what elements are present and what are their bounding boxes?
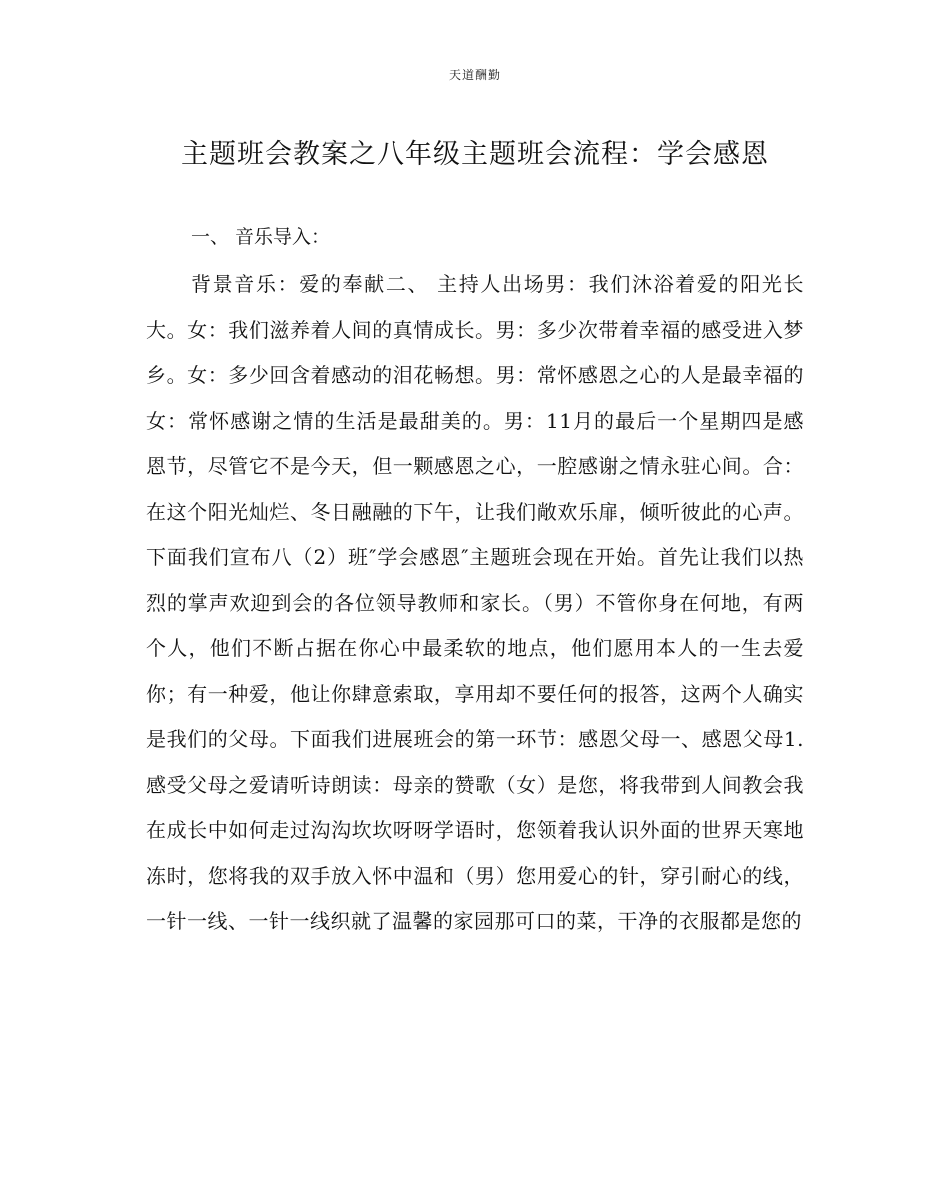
header-mark: 天道酬勤 xyxy=(448,68,501,82)
body-paragraph: 背景音乐：爱的奉献二、 主持人出场男：我们沐浴着爱的阳光长大。女：我们滋养着人间的真情成长。男：多少次带着幸福的感受进入梦乡。女：多少回含着感动的泪花畅想。男：常怀感恩之心的人是最幸福的女：常怀感谢之情的生活是最甜美的。男：11月的最后一个星期四是感恩节，尽管它不是今天，但一颗感恩之心，一腔感谢之情永驻心间。合：在这个阳光灿烂、冬日融融的下午，让我们敞欢乐扉，倾听彼此的心声。下面我们宣布八（2）班″学会感恩″主题班会现在开始。首先让我们以热烈的掌声欢迎到会的各位领导教师和家长。（男）不管你身在何地，有两个人，他们不断占据在你心中最柔软的地点，他们愿用本人的一生去爱你；有一种爱，他让你肆意索取，享用却不要任何的报答，这两个人确实是我们的父母。下面我们进展班会的第一环节：感恩父母一、感恩父母1. 感受父母之爱请听诗朗读：母亲的赞歌（女）是您，将我带到人间教会我在成长中如何走过沟沟坎坎呀呀学语时，您领着我认识外面的世界天寒地冻时，您将我的双手放入怀中温和（男）您用爱心的针，穿引耐心的线，一针一线、一针一线织就了温馨的家园那可口的菜，干净的衣服都是您的 xyxy=(146,272,825,933)
section-heading-music-intro: 一、 音乐导入： xyxy=(191,226,331,248)
document-title: 主题班会教案之八年级主题班会流程：学会感恩 xyxy=(181,139,769,170)
